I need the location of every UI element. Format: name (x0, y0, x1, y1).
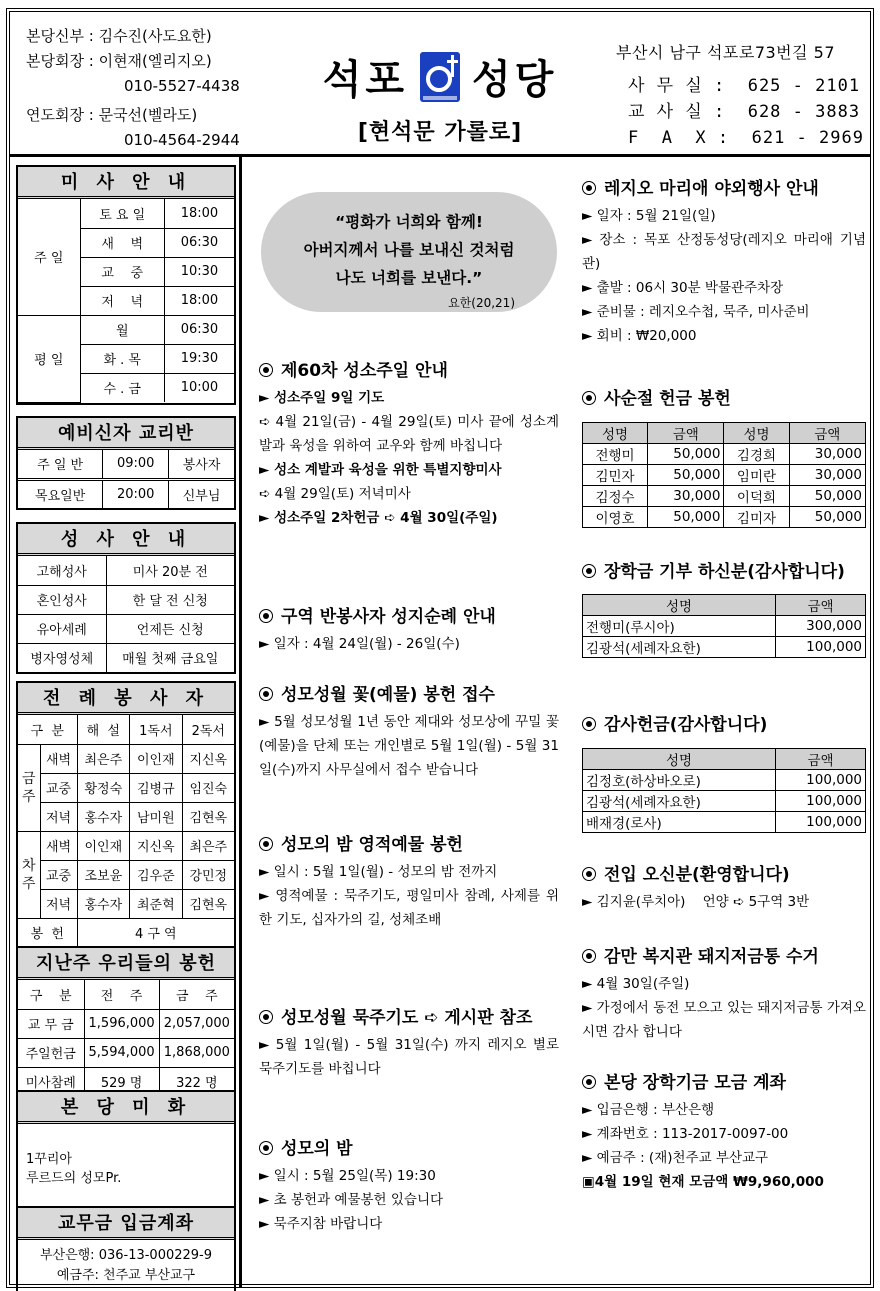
class-teacher: 봉사자 (169, 450, 234, 479)
elder-president-label: 연도회장 : (26, 106, 94, 124)
bullet-icon (259, 1141, 273, 1155)
donor-name: 이영호 (583, 507, 648, 528)
reader-2: 최은주 (182, 831, 234, 860)
section-line: ► 초 봉헌과 예물봉헌 있습니다 (259, 1192, 444, 1208)
header-cell: 구 분 (18, 715, 77, 744)
section-line: ➪ 4월 29일(토) 저녁미사 (259, 486, 411, 502)
church-logo-icon (420, 52, 460, 102)
mass-label: 화 . 목 (80, 344, 164, 373)
section-line: ► 일자 : 4월 24일(월) - 26일(수) (259, 636, 460, 652)
class-name: 주 일 반 (18, 450, 103, 479)
commentator: 이인재 (77, 831, 130, 860)
section-line: ► 4월 30일(주일) (582, 976, 690, 992)
section-title: 전입 오신분(환영합니다) (604, 865, 790, 885)
header (10, 12, 870, 157)
flowers-line: 루르드의 성모Pr. (26, 1171, 122, 1186)
section-line: ► 5월 1일(월) - 5월 31일(수) 까지 레지오 별로 묵주기도를 바칩니다 (259, 1037, 559, 1077)
donor-name: 이덕희 (724, 486, 789, 507)
bullet-icon (582, 1075, 596, 1089)
sacrament-info: 한 달 전 신청 (106, 585, 234, 614)
header-cell: 성명 (583, 423, 648, 444)
class-teacher: 신부님 (169, 479, 234, 508)
quote-line: 나도 너희를 보낸다.” (335, 269, 483, 287)
mass-schedule-table (18, 199, 234, 403)
this-week-amount: 1,868,000 (159, 1038, 234, 1067)
liturgy-servers-title: 전 례 봉 사 자 (18, 683, 234, 715)
title-left: 석포 (322, 57, 408, 103)
mass-time: 18:00 (164, 286, 234, 315)
sacrament-info: 매월 첫째 금요일 (106, 643, 234, 672)
group-sunday: 주 일 (18, 199, 80, 315)
section-line: ► 일시 : 5월 1일(월) - 성모의 밤 전까지 (259, 864, 498, 880)
commentator: 조보윤 (77, 860, 130, 889)
phone-teachers: 교 사 실 : 628 - 3883 (628, 102, 861, 122)
church-title-block (310, 48, 570, 146)
commentator: 홍수자 (77, 802, 130, 831)
bullet-icon (259, 609, 273, 623)
section-legio (582, 176, 866, 348)
sacrament-name: 혼인성사 (18, 585, 106, 614)
donor-name: 김정수 (583, 486, 648, 507)
reader-1: 지신옥 (130, 831, 183, 860)
church-subtitle: [현석문 가롤로] (357, 120, 523, 145)
commentator: 홍수자 (77, 889, 130, 918)
prev-week-amount: 1,596,000 (84, 1009, 159, 1038)
section-title: 제60차 성소주일 안내 (281, 361, 448, 381)
quote-source: 요한(20,21) (448, 296, 515, 310)
pastor-label: 본당신부 : (26, 27, 94, 45)
section-line: ► 일시 : 5월 25일(목) 19:30 (259, 1168, 436, 1184)
catechumen-table (18, 450, 234, 508)
class-time: 09:00 (103, 450, 169, 479)
header-cell: 성명 (583, 595, 776, 616)
reader-2: 김현옥 (182, 889, 234, 918)
header-cell: 성명 (724, 423, 789, 444)
section-flower-offering (259, 682, 559, 782)
sacraments-box (16, 522, 236, 674)
mass-time: 19:30 (164, 344, 234, 373)
header-cell: 금액 (789, 423, 866, 444)
donor-amount: 30,000 (789, 465, 866, 486)
bullet-icon (582, 181, 596, 195)
section-line: ► 성소주일 9일 기도 (259, 390, 385, 406)
mass-label: 월 (80, 315, 164, 344)
mass-slot: 저녁 (40, 889, 77, 918)
mass-time: 06:30 (164, 315, 234, 344)
header-cell: 1독서 (130, 715, 183, 744)
donor-amount: 50,000 (789, 486, 866, 507)
header-cell: 성명 (583, 749, 776, 770)
reader-1: 김병규 (130, 773, 183, 802)
section-line: ► 출발 : 06시 30분 박물관주차장 (582, 280, 784, 296)
offering-type: 주일헌금 (18, 1038, 84, 1067)
sacrament-name: 병자영성체 (18, 643, 106, 672)
fund-total: ▣4월 19일 현재 모금액 ₩9,960,000 (582, 1174, 824, 1190)
donor-amount: 100,000 (776, 637, 866, 658)
section-line: ► 5월 성모성월 1년 동안 제대와 성모상에 꾸밀 꽃(예물)을 단체 또는 개인별로 5월 1일(월) - 5월 31일(수)까지 사무실에서 접수 받습니다 (259, 714, 559, 778)
mass-time: 10:30 (164, 257, 234, 286)
donor-amount: 50,000 (648, 465, 724, 486)
clergy-info (26, 24, 240, 153)
section-title: 감만 복지관 돼지저금통 수거 (604, 947, 819, 967)
liturgy-servers-box (16, 681, 236, 949)
donor-amount: 100,000 (776, 812, 866, 833)
section-rosary (259, 1005, 559, 1081)
section-title: 본당 장학기금 모금 계좌 (604, 1073, 786, 1093)
catechumen-title: 예비신자 교리반 (18, 418, 234, 450)
bullet-icon (259, 363, 273, 377)
section-lent-offering (582, 386, 866, 528)
pastor-name: 김수진(사도요한) (98, 27, 212, 45)
mass-slot: 저녁 (40, 802, 77, 831)
section-title: 감사헌금(감사합니다) (604, 715, 768, 735)
donor-amount: 100,000 (776, 770, 866, 791)
offerings-table (18, 980, 234, 1096)
donor-amount: 50,000 (648, 444, 724, 465)
donor-name: 김정호(하상바오로) (583, 770, 776, 791)
section-spiritual-offering (259, 832, 559, 932)
prev-week-amount: 5,594,000 (84, 1038, 159, 1067)
donor-name: 김광석(세례자요한) (583, 791, 776, 812)
section-line: ► 계좌번호 : 113-2017-0097-00 (582, 1126, 789, 1142)
phone-fax: F A X : 621 - 2969 (628, 128, 864, 148)
donor-amount: 300,000 (776, 616, 866, 637)
reader-2: 강민정 (182, 860, 234, 889)
reader-2: 지신옥 (182, 744, 234, 773)
donor-amount: 50,000 (648, 507, 724, 528)
sacrament-name: 고해성사 (18, 556, 106, 585)
section-title: 장학금 기부 하신분(감사합니다) (604, 562, 845, 582)
section-line: ► 가정에서 동전 모으고 있는 돼지저금통 가져오시면 감사 합니다 (582, 1000, 866, 1040)
offerings-title: 지난주 우리들의 봉헌 (18, 948, 234, 980)
header-cell: 금액 (648, 423, 724, 444)
section-title: 성모의 밤 영적예물 봉헌 (281, 835, 463, 855)
section-line: ► 영적예물 : 묵주기도, 평일미사 참례, 사제를 위한 기도, 십자가의 길, 성체조배 (259, 888, 559, 928)
offerings-box (16, 946, 236, 1098)
flowers-title: 본 당 미 화 (18, 1092, 234, 1124)
reader-2: 김현옥 (182, 802, 234, 831)
commentator: 최은주 (77, 744, 130, 773)
mass-schedule-title: 미 사 안 내 (18, 167, 234, 199)
section-pilgrimage (259, 604, 559, 656)
section-title: 성모성월 묵주기도 ➪ 게시판 참조 (281, 1008, 533, 1028)
section-title: 성모의 밤 (281, 1139, 353, 1159)
president-label: 본당회장 : (26, 52, 94, 70)
bullet-icon (259, 837, 273, 851)
this-week-amount: 2,057,000 (159, 1009, 234, 1038)
section-piggy-bank (582, 944, 866, 1044)
sacrament-name: 유아세례 (18, 614, 106, 643)
contact-info (616, 40, 864, 151)
section-line: ► 성소주일 2차헌금 ➪ 4월 30일(주일) (259, 510, 498, 526)
header-cell: 전 주 (84, 980, 159, 1009)
class-time: 20:00 (103, 479, 169, 508)
section-line: ► 입금은행 : 부산은행 (582, 1102, 715, 1118)
mass-slot: 새벽 (40, 831, 77, 860)
section-vocation-sunday (259, 358, 559, 530)
title-right: 성당 (472, 57, 558, 103)
mass-slot: 교중 (40, 860, 77, 889)
header-cell: 2독서 (182, 715, 234, 744)
group-this-week: 금 주 (18, 744, 40, 831)
mass-schedule-box (16, 165, 236, 405)
commentator: 황정숙 (77, 773, 130, 802)
section-marian-night (259, 1136, 559, 1236)
donor-name: 김미자 (724, 507, 789, 528)
liturgy-servers-table (18, 715, 234, 947)
donor-name: 배재경(로사) (583, 812, 776, 833)
offering-type: 미사참례 (18, 1067, 84, 1096)
donor-amount: 30,000 (789, 444, 866, 465)
this-week-attendance: 322 명 (159, 1067, 234, 1096)
church-address: 부산시 남구 석포로73번길 57 (616, 43, 836, 62)
mass-label: 토 요 일 (80, 199, 164, 228)
donor-amount: 30,000 (648, 486, 724, 507)
section-line: ► 묵주지참 바랍니다 (259, 1216, 383, 1232)
phone-office: 사 무 실 : 625 - 2101 (628, 76, 861, 96)
header-cell: 금액 (776, 595, 866, 616)
sacraments-table (18, 556, 234, 672)
bullet-icon (259, 687, 273, 701)
class-name: 목요일반 (18, 479, 103, 508)
bullet-icon (259, 1010, 273, 1024)
donor-name: 임미란 (724, 465, 789, 486)
mass-time: 06:30 (164, 228, 234, 257)
section-line: ► 예금주 : (재)천주교 부산교구 (582, 1150, 769, 1166)
bullet-icon (582, 867, 596, 881)
donor-amount: 50,000 (789, 507, 866, 528)
offering-type: 교 무 금 (18, 1009, 84, 1038)
mass-slot: 교중 (40, 773, 77, 802)
quote-line: 아버지께서 나를 보내신 것처럼 (303, 241, 515, 259)
donor-amount: 100,000 (776, 791, 866, 812)
header-cell: 구 분 (18, 980, 84, 1009)
group-next-week: 차 주 (18, 831, 40, 918)
bullet-icon (582, 717, 596, 731)
donor-name: 전행미 (583, 444, 648, 465)
thanks-offering-table (582, 748, 866, 833)
section-line: ► 김지윤(루치아) 언양 ➪ 5구역 3반 (582, 894, 810, 910)
donor-name: 김민자 (583, 465, 648, 486)
catechumen-box (16, 416, 236, 510)
section-line: ► 준비물 : 레지오수첩, 묵주, 미사준비 (582, 304, 810, 320)
section-scholarship-fund (582, 1070, 866, 1194)
offering-label: 봉 헌 (18, 918, 77, 947)
mass-time: 18:00 (164, 199, 234, 228)
reader-1: 남미원 (130, 802, 183, 831)
mass-label: 새 벽 (80, 228, 164, 257)
group-weekday: 평 일 (18, 315, 80, 402)
mass-label: 수 . 금 (80, 373, 164, 402)
section-title: 사순절 헌금 봉헌 (604, 389, 731, 409)
bullet-icon (582, 949, 596, 963)
president-name: 이현재(엘리지오) (98, 52, 212, 70)
section-line: ► 장소 : 목포 산정동성당(레지오 마리애 기념관) (582, 232, 866, 272)
elder-president-phone: 010-4564-2944 (124, 131, 240, 149)
bank-account: 부산은행: 036-13-000229-9 (39, 1248, 213, 1263)
bullet-icon (582, 391, 596, 405)
mass-label: 저 녁 (80, 286, 164, 315)
section-title: 성모성월 꽃(예물) 봉헌 접수 (281, 685, 495, 705)
reader-1: 이인재 (130, 744, 183, 773)
mass-time: 10:00 (164, 373, 234, 402)
header-cell: 해 설 (77, 715, 130, 744)
section-line: ► 일자 : 5월 21일(일) (582, 208, 716, 224)
section-title: 구역 반봉사자 성지순례 안내 (281, 607, 496, 627)
reader-2: 임진숙 (182, 773, 234, 802)
mass-label: 교 중 (80, 257, 164, 286)
scripture-quote (261, 192, 557, 312)
bullet-icon (582, 564, 596, 578)
donor-name: 김광석(세례자요한) (583, 637, 776, 658)
elder-president-name: 문국선(벨라도) (98, 106, 198, 124)
section-thanks-offering (582, 712, 866, 833)
president-phone: 010-5527-4438 (124, 77, 240, 95)
donor-name: 김경희 (724, 444, 789, 465)
header-cell: 금액 (776, 749, 866, 770)
section-line: ► 성소 계발과 육성을 위한 특별지향미사 (259, 462, 502, 478)
dues-account-title: 교무금 입금계좌 (18, 1208, 234, 1240)
reader-1: 김우준 (130, 860, 183, 889)
section-newcomers (582, 862, 866, 914)
account-holder: 예금주: 천주교 부산교구 (56, 1268, 196, 1283)
bulletin-page (6, 8, 874, 1288)
section-line: ► 회비 : ₩20,000 (582, 328, 697, 344)
left-column (10, 157, 242, 1288)
section-line: ➪ 4월 21일(금) - 4월 29일(토) 미사 끝에 성소계발과 육성을 위하여 교우와 함께 바칩니다 (259, 414, 559, 454)
sacrament-info: 언제든 신청 (106, 614, 234, 643)
donor-name: 전행미(루시아) (583, 616, 776, 637)
section-scholarship-donors (582, 556, 866, 658)
sacraments-title: 성 사 안 내 (18, 524, 234, 556)
lent-offering-table (582, 422, 866, 528)
scholarship-table (582, 594, 866, 658)
flowers-line: 1꾸리아 (26, 1152, 72, 1167)
reader-1: 최준혁 (130, 889, 183, 918)
quote-line: “평화가 너희와 함께! (335, 213, 483, 231)
header-cell: 금 주 (159, 980, 234, 1009)
prev-week-attendance: 529 명 (84, 1067, 159, 1096)
sacrament-info: 미사 20분 전 (106, 556, 234, 585)
mass-slot: 새벽 (40, 744, 77, 773)
dues-account-box (16, 1206, 236, 1291)
offering-district: 4 구 역 (77, 918, 234, 947)
section-title: 레지오 마리애 야외행사 안내 (604, 179, 819, 199)
